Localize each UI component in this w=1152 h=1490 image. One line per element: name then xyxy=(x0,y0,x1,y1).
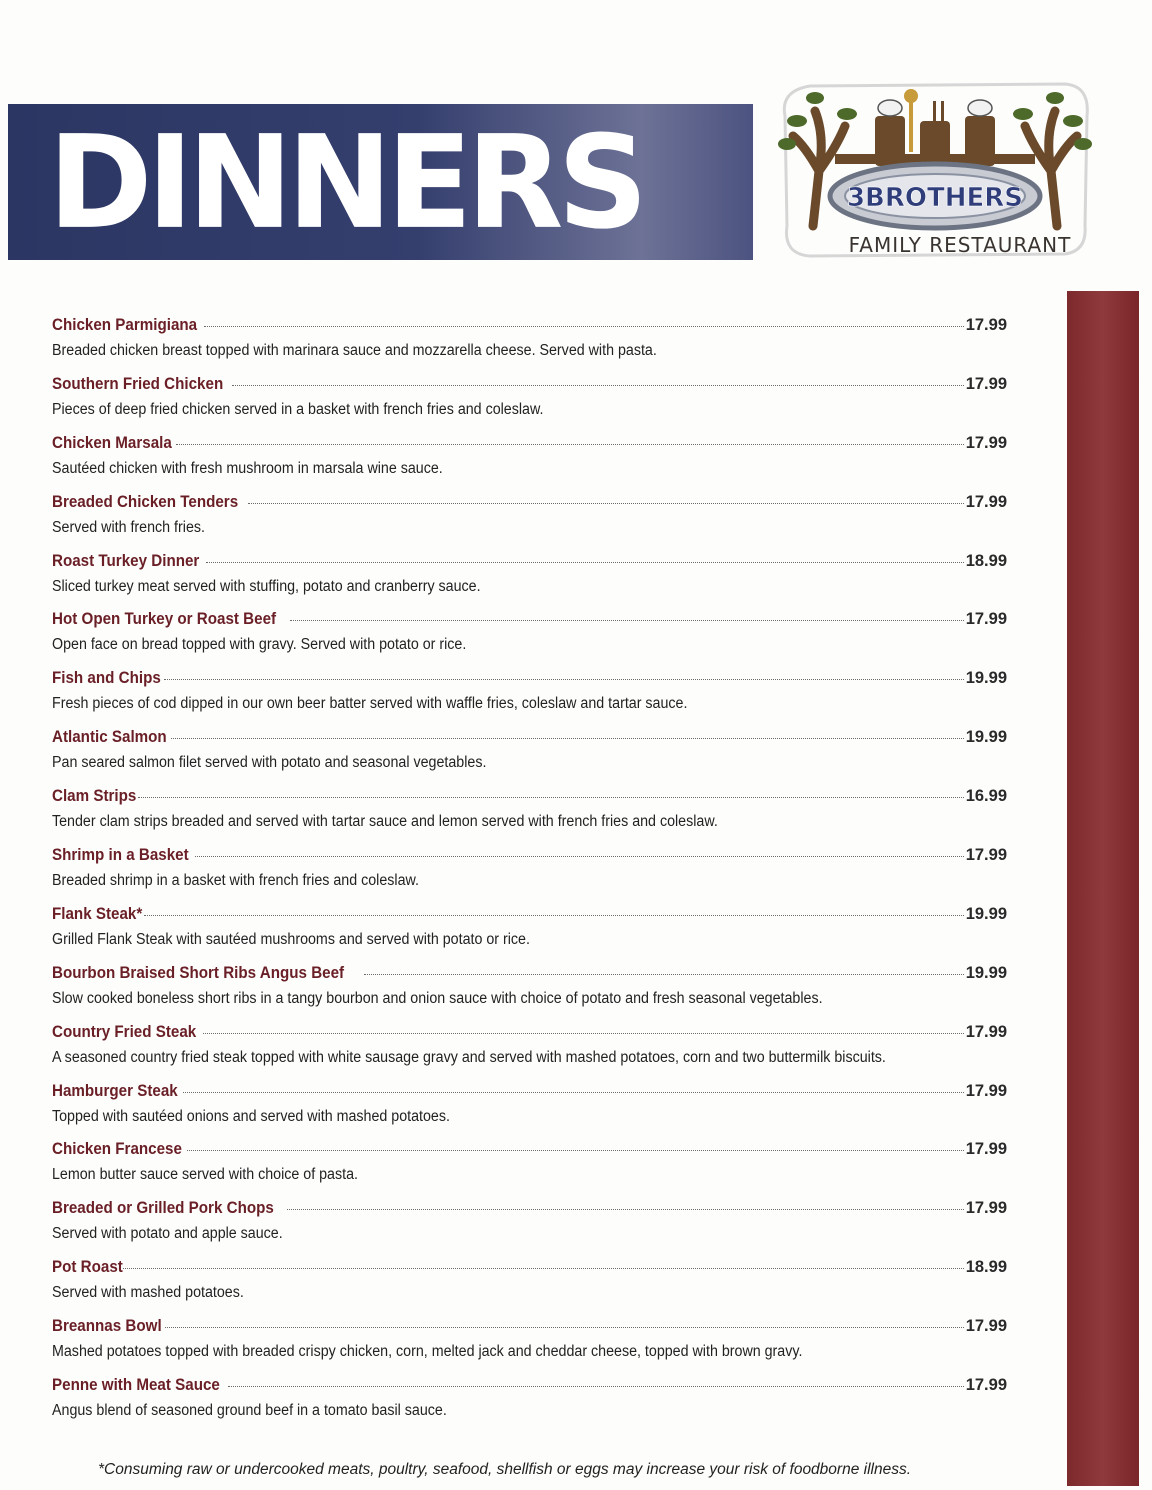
menu-item-header xyxy=(52,964,1007,988)
menu-item-header xyxy=(52,610,1007,634)
menu-item-description: Grilled Flank Steak with sautéed mushrooms and served with potato or rice. xyxy=(52,930,530,948)
menu-item xyxy=(52,669,1007,728)
logo-brand-text: 3BROTHERS xyxy=(846,183,1024,213)
menu-item-description: Served with mashed potatoes. xyxy=(52,1284,244,1302)
decorative-side-bar xyxy=(1067,291,1139,1486)
menu-item-name: Hot Open Turkey or Roast Beef xyxy=(52,610,277,629)
menu-item-header xyxy=(52,905,1007,929)
menu-item-header xyxy=(52,1199,1007,1223)
menu-item xyxy=(52,434,1007,493)
menu-item-header xyxy=(52,728,1007,752)
menu-item-header xyxy=(52,787,1007,811)
logo-subtitle: FAMILY RESTAURANT xyxy=(848,233,1072,257)
menu-item xyxy=(52,1140,1007,1199)
dotted-leader xyxy=(203,1033,964,1034)
menu-item-price: 19.99 xyxy=(965,728,1007,747)
menu-item-name: Southern Fried Chicken xyxy=(52,374,224,393)
dotted-leader xyxy=(138,797,964,798)
dotted-leader xyxy=(165,1327,964,1328)
menu-item-header xyxy=(52,375,1007,399)
menu-item xyxy=(52,1023,1007,1082)
menu-item xyxy=(52,316,1007,375)
menu-item-description: Served with potato and apple sauce. xyxy=(52,1225,283,1243)
menu-item-description: Open face on bread topped with gravy. Served with potato or rice. xyxy=(52,636,467,654)
menu-item-name: Pot Roast xyxy=(52,1258,123,1277)
menu-item-price: 17.99 xyxy=(965,1376,1007,1395)
menu-item xyxy=(52,787,1007,846)
menu-item-header xyxy=(52,1258,1007,1282)
menu-item-header xyxy=(52,552,1007,576)
menu-item-name: Chicken Parmigiana xyxy=(52,316,198,334)
menu-item xyxy=(52,728,1007,787)
menu-item-description: Topped with sautéed onions and served with mashed potatoes. xyxy=(52,1107,450,1125)
menu-item-name: Breaded Chicken Tenders xyxy=(52,492,239,511)
dotted-leader xyxy=(232,385,964,386)
menu-item-header xyxy=(52,846,1007,870)
dotted-leader xyxy=(204,326,964,327)
menu-item-name: Country Fried Steak xyxy=(52,1022,197,1041)
menu-item-name: Roast Turkey Dinner xyxy=(52,551,200,570)
dotted-leader xyxy=(164,679,963,680)
menu-item-price: 17.99 xyxy=(965,1081,1007,1100)
menu-item-description: Breaded shrimp in a basket with french fries and coleslaw. xyxy=(52,872,419,890)
dotted-leader xyxy=(176,444,963,445)
menu-item xyxy=(52,1199,1007,1258)
dotted-leader xyxy=(248,503,963,504)
food-safety-disclaimer: *Consuming raw or undercooked meats, poultry, seafood, shellfish or eggs may increase your risk of foodborne illness. xyxy=(98,1461,912,1478)
menu-item-name: Shrimp in a Basket xyxy=(52,846,189,865)
dotted-leader xyxy=(195,856,964,857)
dotted-leader xyxy=(228,1386,963,1387)
menu-item-name: Breannas Bowl xyxy=(52,1317,162,1336)
menu-item-price: 18.99 xyxy=(965,1258,1007,1277)
menu-item-price: 17.99 xyxy=(965,1022,1007,1041)
menu-item-description: Served with french fries. xyxy=(52,518,205,536)
menu-item-description: Lemon butter sauce served with choice of pasta. xyxy=(52,1166,358,1184)
menu-item-header xyxy=(52,316,1007,340)
menu-item xyxy=(52,493,1007,552)
menu-item-name: Flank Steak* xyxy=(52,904,143,923)
menu-item-name: Atlantic Salmon xyxy=(52,728,167,747)
menu-list xyxy=(52,316,1007,1435)
menu-item-description: Tender clam strips breaded and served with tartar sauce and lemon served with french fries and coleslaw. xyxy=(52,813,718,831)
menu-item-description: Sautéed chicken with fresh mushroom in marsala wine sauce. xyxy=(52,459,443,477)
menu-item-header xyxy=(52,493,1007,517)
menu-item-price: 19.99 xyxy=(965,963,1007,982)
dotted-leader xyxy=(183,1092,964,1093)
menu-item xyxy=(52,1082,1007,1141)
menu-item xyxy=(52,552,1007,611)
menu-item-name: Chicken Marsala xyxy=(52,433,172,452)
menu-item-description: Fresh pieces of cod dipped in our own beer batter served with waffle fries, coleslaw and tartar sauce. xyxy=(52,695,688,713)
menu-item-description: Sliced turkey meat served with stuffing, potato and cranberry sauce. xyxy=(52,577,481,595)
menu-item-price: 16.99 xyxy=(965,787,1007,806)
dotted-leader xyxy=(287,1209,964,1210)
dotted-leader xyxy=(123,1268,964,1269)
menu-item-name: Clam Strips xyxy=(52,787,137,806)
menu-item-header xyxy=(52,669,1007,693)
dotted-leader xyxy=(290,620,964,621)
menu-item-price: 17.99 xyxy=(965,846,1007,865)
menu-item-name: Bourbon Braised Short Ribs Angus Beef xyxy=(52,963,345,982)
menu-item-price: 17.99 xyxy=(965,610,1007,629)
menu-item-price: 17.99 xyxy=(965,316,1007,334)
menu-item xyxy=(52,1376,1007,1435)
menu-item-price: 19.99 xyxy=(965,669,1007,688)
menu-item-price: 17.99 xyxy=(965,1140,1007,1159)
menu-item-price: 19.99 xyxy=(965,904,1007,923)
menu-item-price: 17.99 xyxy=(965,433,1007,452)
menu-item-name: Hamburger Steak xyxy=(52,1081,178,1100)
menu-item-description: Mashed potatoes topped with breaded crispy chicken, corn, melted jack and cheddar cheese, topped with brown gravy. xyxy=(52,1343,803,1361)
menu-item-description: Pieces of deep fried chicken served in a basket with french fries and coleslaw. xyxy=(52,400,544,418)
menu-item-header xyxy=(52,1082,1007,1106)
menu-item xyxy=(52,1317,1007,1376)
menu-item-header xyxy=(52,1376,1007,1400)
menu-item-price: 17.99 xyxy=(965,1199,1007,1218)
dotted-leader xyxy=(206,562,964,563)
menu-item-name: Fish and Chips xyxy=(52,669,161,688)
menu-item-description: A seasoned country fried steak topped with white sausage gravy and served with mashed potatoes, corn and two buttermilk biscuits. xyxy=(52,1048,886,1066)
menu-item-description: Pan seared salmon filet served with potato and seasonal vegetables. xyxy=(52,754,487,772)
dotted-leader xyxy=(144,915,964,916)
menu-item-name: Chicken Francese xyxy=(52,1140,182,1159)
dotted-leader xyxy=(171,738,964,739)
menu-item xyxy=(52,375,1007,434)
menu-item-name: Penne with Meat Sauce xyxy=(52,1376,220,1395)
menu-item-price: 18.99 xyxy=(965,551,1007,570)
menu-item-price: 17.99 xyxy=(965,374,1007,393)
menu-item xyxy=(52,905,1007,964)
menu-item-header xyxy=(52,1317,1007,1341)
menu-item xyxy=(52,964,1007,1023)
page-title: DINNERS xyxy=(48,107,643,258)
menu-item-description: Angus blend of seasoned ground beef in a tomato basil sauce. xyxy=(52,1402,447,1420)
dotted-leader xyxy=(187,1150,963,1151)
menu-item-header xyxy=(52,1023,1007,1047)
menu-item-price: 17.99 xyxy=(965,492,1007,511)
menu-item-name: Breaded or Grilled Pork Chops xyxy=(52,1199,274,1218)
menu-item xyxy=(52,1258,1007,1317)
menu-item-header xyxy=(52,1140,1007,1164)
menu-item-description: Breaded chicken breast topped with marinara sauce and mozzarella cheese. Served with pasta. xyxy=(52,342,657,359)
menu-item xyxy=(52,610,1007,669)
dotted-leader xyxy=(364,974,964,975)
menu-item-header xyxy=(52,434,1007,458)
menu-item xyxy=(52,846,1007,905)
title-banner xyxy=(8,104,753,260)
menu-item-description: Slow cooked boneless short ribs in a tangy bourbon and onion sauce with choice of potato and fresh seasonal vegetables. xyxy=(52,989,823,1007)
menu-item-price: 17.99 xyxy=(965,1317,1007,1336)
